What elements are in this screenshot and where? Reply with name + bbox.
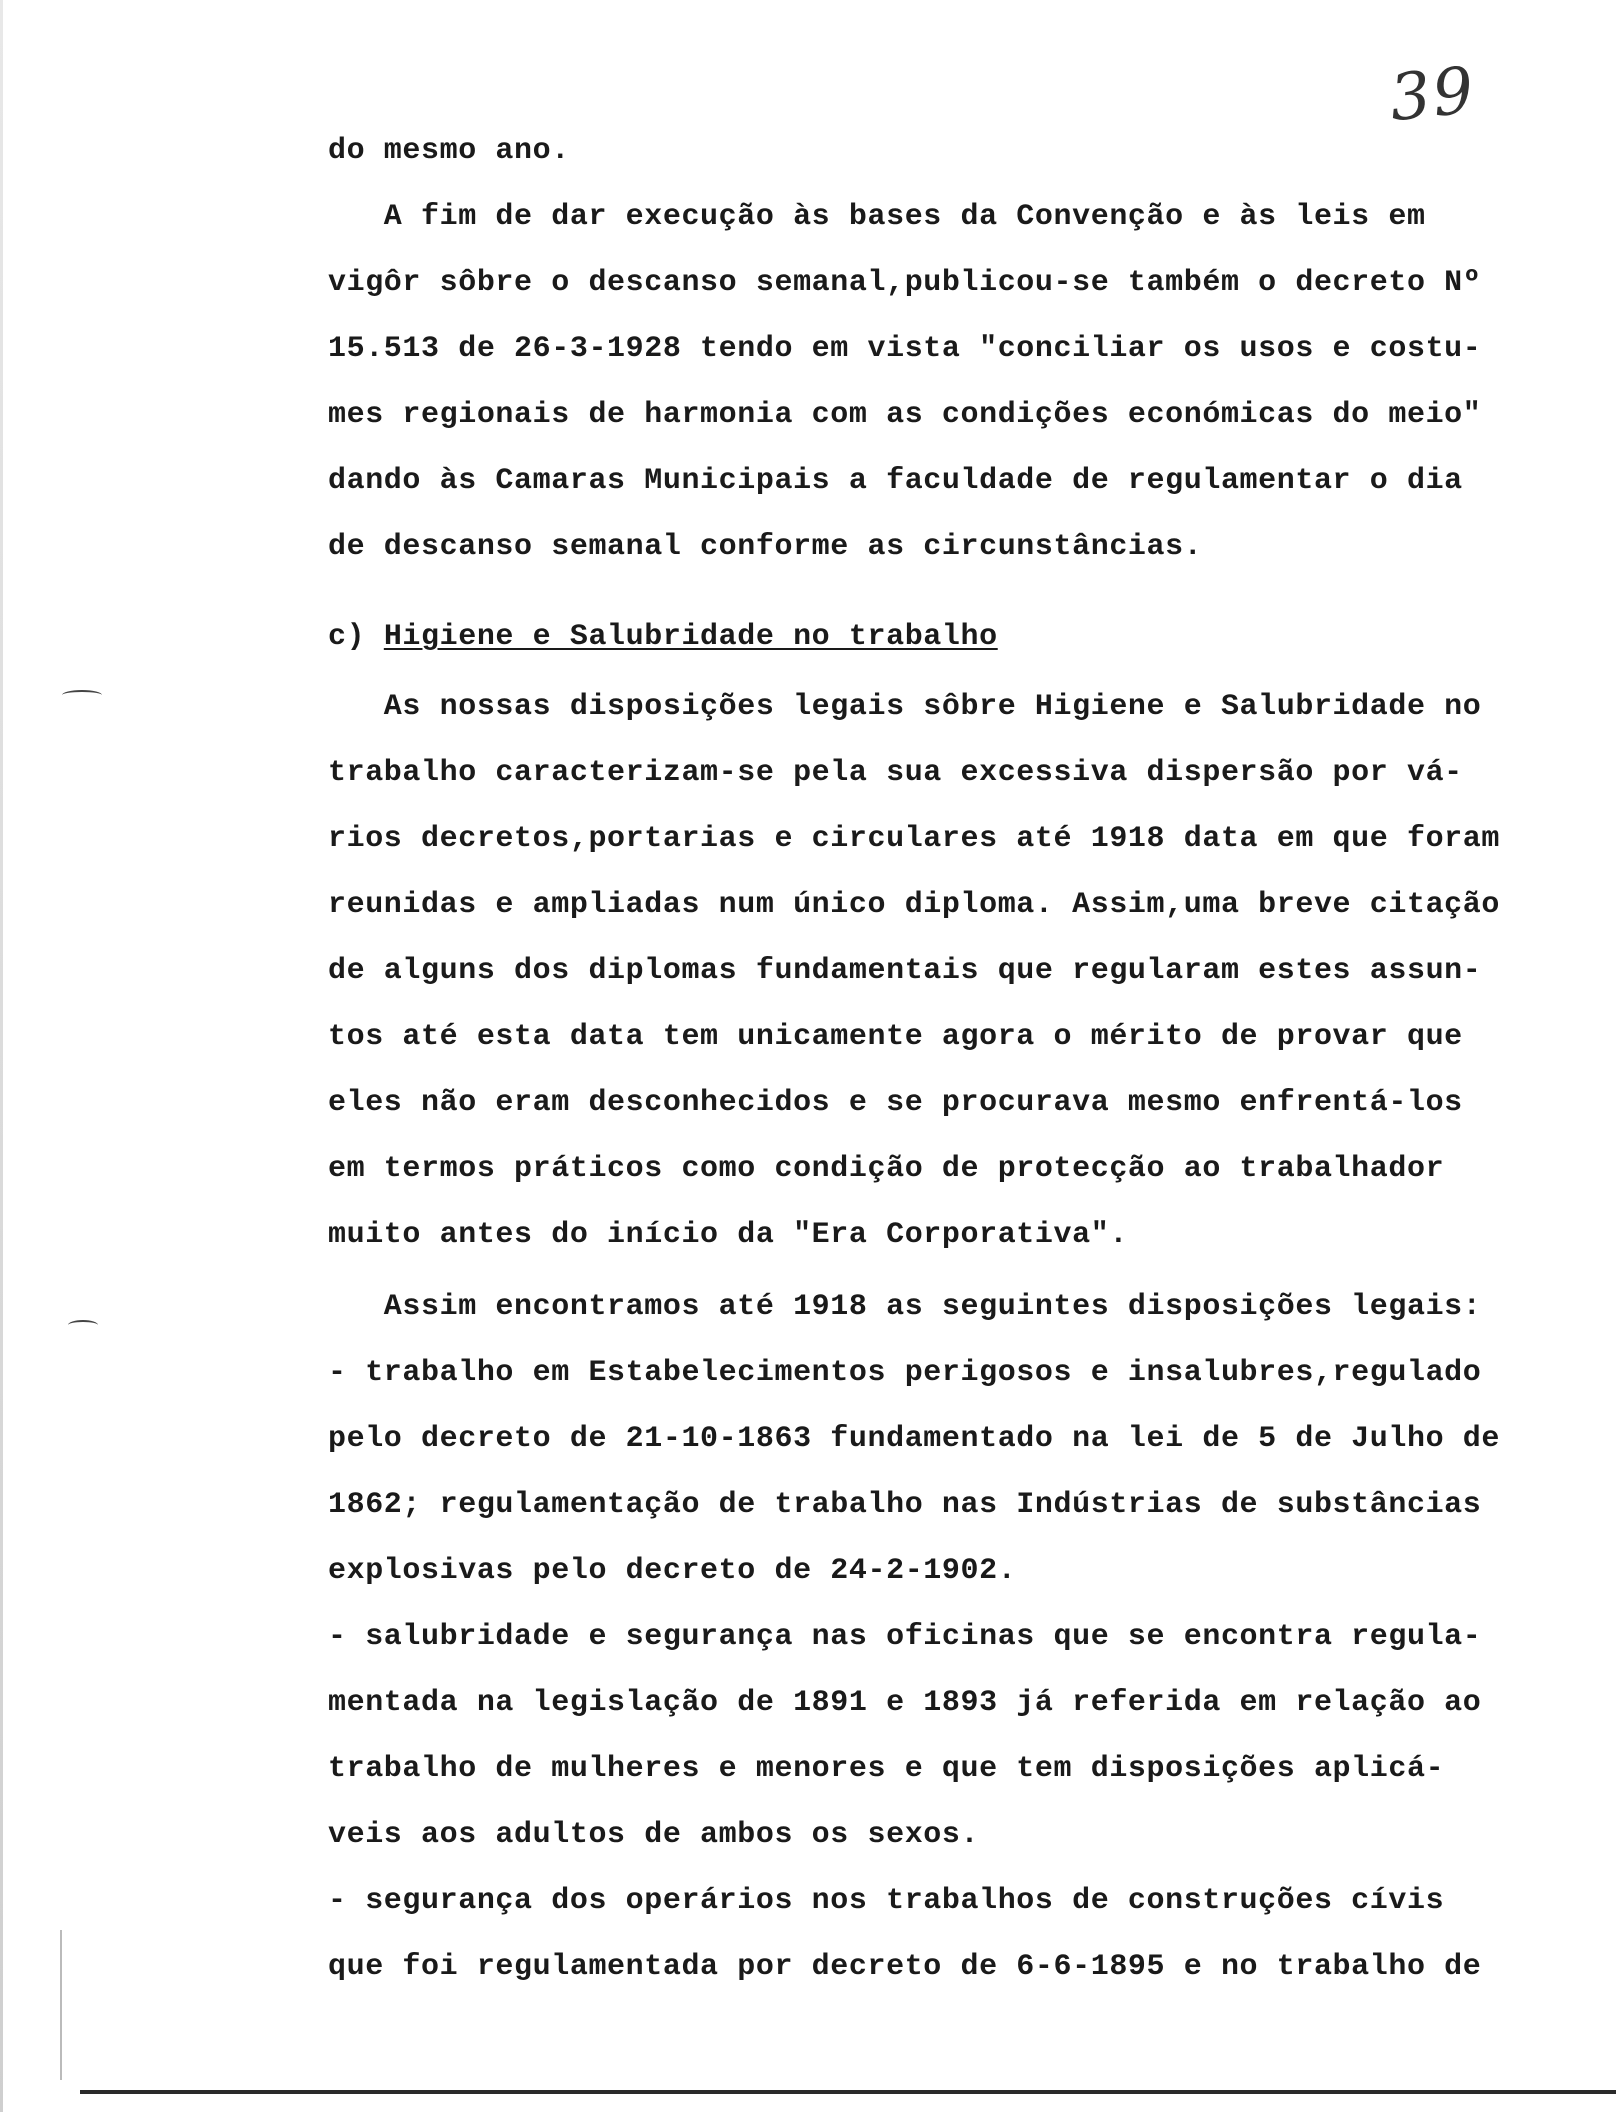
text-line: de descanso semanal conforme as circunstâncias. [328, 530, 1203, 564]
text-line: veis aos adultos de ambos os sexos. [328, 1818, 980, 1852]
text-line: em termos práticos como condição de protecção ao trabalhador [328, 1152, 1445, 1186]
text-line: rios decretos,portarias e circulares até 1918 data em que foram [328, 822, 1500, 856]
text-line: vigôr sôbre o descanso semanal,publicou-se também o decreto Nº [328, 266, 1482, 300]
text-line: pelo decreto de 21-10-1863 fundamentado na lei de 5 de Julho de [328, 1422, 1500, 1456]
text-line: - trabalho em Estabelecimentos perigosos e insalubres,regulado [328, 1356, 1482, 1390]
text-line: - segurança dos operários nos trabalhos de construções cívis [328, 1884, 1445, 1918]
bottom-rule [80, 2090, 1616, 2094]
scan-left-edge [0, 0, 3, 2112]
margin-mark-1 [62, 690, 102, 700]
text-line: de alguns dos diplomas fundamentais que regularam estes assun- [328, 954, 1482, 988]
text-line: explosivas pelo decreto de 24-2-1902. [328, 1554, 1017, 1588]
text-line: A fim de dar execução às bases da Convenção e às leis em [328, 200, 1426, 234]
margin-mark-2 [68, 1320, 98, 1330]
text-line: As nossas disposições legais sôbre Higiene e Salubridade no [328, 690, 1482, 724]
text-line: 15.513 de 26-3-1928 tendo em vista "conciliar os usos e costu- [328, 332, 1482, 366]
section-heading-title: Higiene e Salubridade no trabalho [383, 620, 998, 654]
section-heading [328, 620, 998, 654]
text-line: do mesmo ano. [328, 134, 570, 168]
section-heading-prefix: c) [328, 620, 384, 654]
text-line: tos até esta data tem unicamente agora o mérito de provar que [328, 1020, 1463, 1054]
handwritten-page-number: 39 [1386, 53, 1480, 137]
text-line: muito antes do início da "Era Corporativa". [328, 1218, 1128, 1252]
text-line: dando às Camaras Municipais a faculdade de regulamentar o dia [328, 464, 1463, 498]
text-line: 1862; regulamentação de trabalho nas Indústrias de substâncias [328, 1488, 1482, 1522]
text-line: trabalho de mulheres e menores e que tem disposições aplicá- [328, 1752, 1445, 1786]
text-line: trabalho caracterizam-se pela sua excessiva dispersão por vá- [328, 756, 1463, 790]
text-line: eles não eram desconhecidos e se procurava mesmo enfrentá-los [328, 1086, 1463, 1120]
scan-edge-mark [60, 1930, 62, 2080]
text-line: mentada na legislação de 1891 e 1893 já referida em relação ao [328, 1686, 1482, 1720]
text-line: Assim encontramos até 1918 as seguintes disposições legais: [328, 1290, 1482, 1324]
text-line: reunidas e ampliadas num único diploma. Assim,uma breve citação [328, 888, 1500, 922]
text-line: mes regionais de harmonia com as condições económicas do meio" [328, 398, 1482, 432]
text-line: - salubridade e segurança nas oficinas que se encontra regula- [328, 1620, 1482, 1654]
text-line: que foi regulamentada por decreto de 6-6-1895 e no trabalho de [328, 1950, 1482, 1984]
